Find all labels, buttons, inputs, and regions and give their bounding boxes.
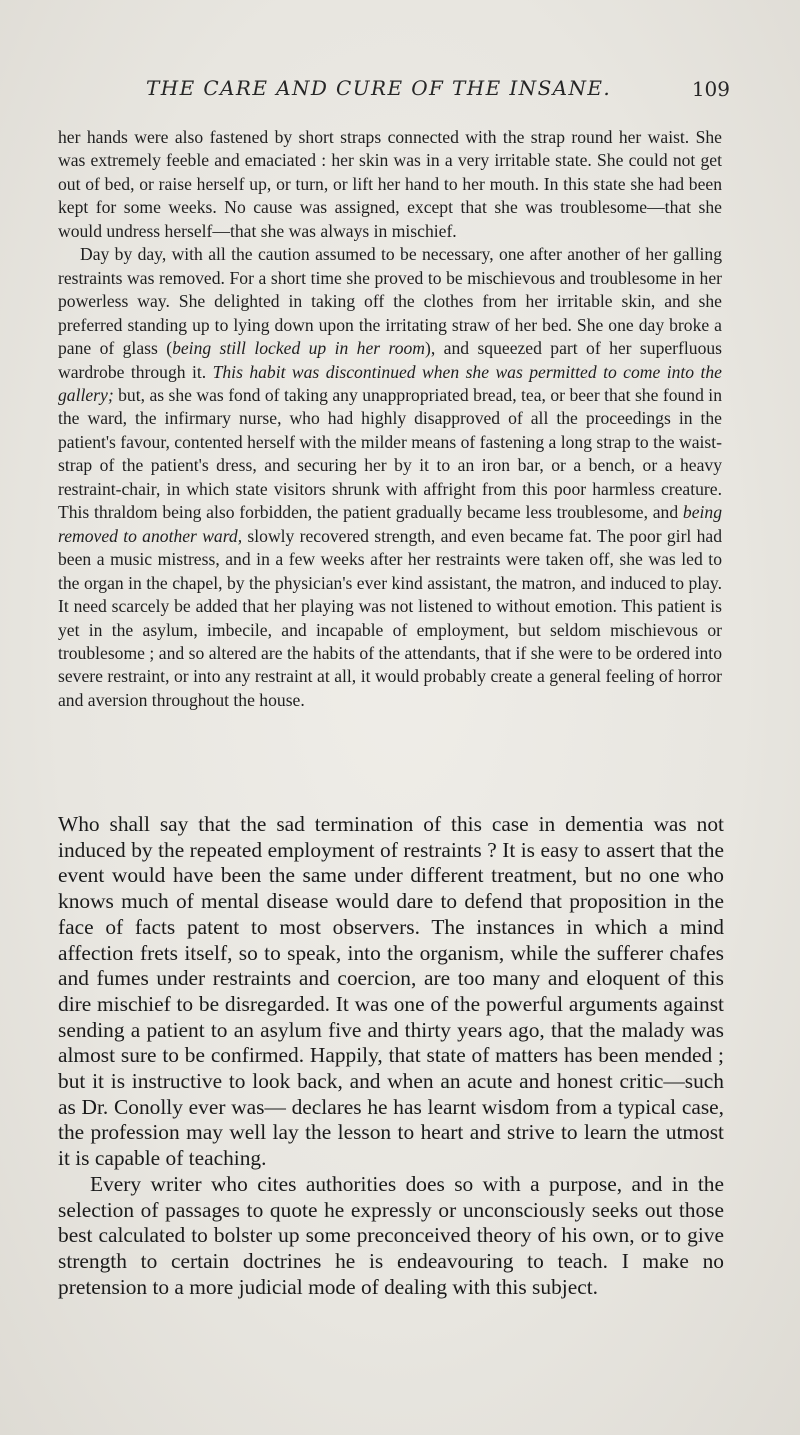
quote-text-d: slowly recovered strength, and even became fat. The poor girl had been a music mistress, and in a few weeks after her restraints were taken off, she was led to the organ in the chapel, by the physician's ever kind assistant, the matron, and induced to play. It need scarcely be added that her playing was not listened to without emotion. This patient is yet in the asylum, imbecile, and incapable of employment, but seldom mischievous or troublesome ; and so altered are the habits of the attendants, that if she were to be ordered into severe restraint, or into any restraint at all, it would probably create a general feeling of horror and aversion throughout the house. bbox=[58, 525, 723, 710]
page-header bbox=[58, 76, 730, 106]
quote-text-c: but, as she was fond of taking any unappropriated bread, tea, or beer that she found in the ward, the infirmary nurse, who had highly disapproved of all the proceedings in the patient's favour, contented herself with the milder means of fastening a long strap to the waist-strap of the patient's dress, and securing her by it to an iron bar, or a bench, or a heavy restraint-chair, in which state visitors shrunk with affright from this poor harmless creature. This thraldom being also forbidden, the patient gradually became less troublesome, and bbox=[58, 384, 722, 523]
quote-italic-2: This habit was discontinued when she was permitted to come into the gallery; bbox=[58, 361, 722, 405]
quote-text-a: Day by day, with all the caution assumed to be necessary, one after another of her galling restraints was removed. For a short time she proved to be mischievous and troublesome in her powerless way. She delighted in taking off the clothes from her irritable skin, and she preferred standing up to lying down upon the irritating straw of her bed. She one day broke a pane of glass ( bbox=[58, 244, 722, 359]
main-text bbox=[58, 812, 724, 1300]
running-head: THE CARE AND CURE OF THE INSANE. bbox=[146, 76, 612, 100]
quote-paragraph-1: her hands were also fastened by short straps connected with the strap round her waist. She was extremely feeble and emaciated : her skin was in a very irritable state. She could not get out of bed, or raise herself up, or turn, or lift her hand to her mouth. In this state she had been kept for some weeks. No cause was assigned, except that she was troublesome—that she would undress herself—that she was always in mischief. bbox=[58, 127, 722, 241]
quoted-passage bbox=[58, 126, 722, 712]
page-number: 109 bbox=[691, 77, 730, 101]
quote-paragraph-2 bbox=[58, 243, 722, 712]
body-paragraph-2: Every writer who cites authorities does so with a purpose, and in the selection of passages to quote he expressly or unconsciously seeks out those best calculated to bolster up some preconceived theory of his own, or to give strength to certain doctrines he is endeavouring to teach. I make no pretension to a more judicial mode of dealing with this subject. bbox=[58, 1171, 724, 1299]
body-paragraph-1: Who shall say that the sad termination of this case in dementia was not induced by the repeated employment of restraints ? It is easy to assert that the event would have been the same under different treatment, but no one who knows much of mental disease would dare to defend that proposition in the face of facts patent to most observers. The instances in which a mind affection frets itself, so to speak, into the organism, while the sufferer chafes and fumes under restraints and coercion, are too many and eloquent of this dire mischief to be disregarded. It was one of the powerful arguments against sending a patient to an asylum five and thirty years ago, that the malady was almost sure to be confirmed. Happily, that state of matters has been mended ; but it is instructive to look back, and when an acute and honest critic—such as Dr. Conolly ever was— declares he has learnt wisdom from a typical case, the profession may well lay the lesson to heart and strive to learn the utmost it is capable of teaching. bbox=[58, 812, 724, 1171]
quote-italic-1: being still locked up in her room bbox=[172, 338, 426, 359]
quote-text-b: ), and squeezed part of her superfluous wardrobe through it. bbox=[58, 338, 723, 382]
quote-italic-3: being removed to another ward, bbox=[58, 502, 722, 546]
